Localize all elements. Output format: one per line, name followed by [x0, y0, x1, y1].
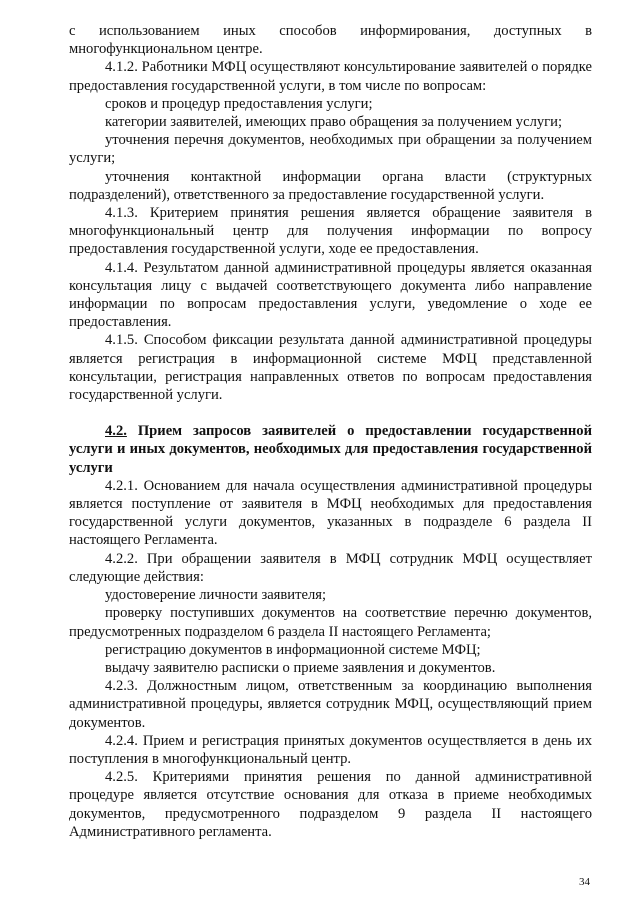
list-item-identity: удостоверение личности заявителя; [105, 587, 327, 604]
paragraph-4-1-4: 4.1.4. Результатом данной административной процедуры является оказанная консультация лицу с выдачей соответствующего документа либо направление информации по вопросам предоставления услуги, уведомление о ходе ее предоставления. [69, 259, 592, 331]
section-title: Прием запросов заявителей о предоставлении государственной услуги и иных документов, необходимых для предоставления государственной услуги [69, 423, 592, 476]
paragraph-4-2-2: 4.2.2. При обращении заявителя в МФЦ сотрудник МФЦ осуществляет следующие действия: [69, 550, 592, 585]
paragraph-4-1-3: 4.1.3. Критерием принятия решения является обращение заявителя в многофункциональный центр для получения информации по вопросу предоставления государственной услуги, ходе ее предоставления. [69, 205, 592, 258]
list-item-registration: регистрацию документов в информационной системе МФЦ; [105, 641, 481, 658]
list-item-receipt: выдачу заявителю расписки о приеме заявления и документов. [105, 659, 496, 676]
document-page [69, 22, 592, 841]
paragraph-4-1-2: 4.1.2. Работники МФЦ осуществляют консультирование заявителей о порядке предоставления государственной услуги, в том числе по вопросам: [69, 59, 592, 94]
paragraph-4-2-3: 4.2.3. Должностным лицом, ответственным за координацию выполнения административной процедуры, является сотрудник МФЦ, осуществляющий прием документов. [69, 678, 592, 731]
paragraph-4-1-5: 4.1.5. Способом фиксации результата данной административной процедуры является регистрация в информационной системе МФЦ представленной консультации, регистрация направленных ответов по вопросам предоставления государственной услуги. [69, 332, 592, 404]
section-heading-4-2 [69, 422, 592, 477]
paragraph-continuation: с использованием иных способов информирования, доступных в многофункциональном центре. [69, 23, 592, 58]
paragraph-4-2-5: 4.2.5. Критериями принятия решения по данной административной процедуре является отсутствие основания для отказа в приеме необходимых документов, предусмотренного подразделом 9 раздела II настоящего Административного регламента. [69, 769, 592, 840]
list-item-deadlines: сроков и процедур предоставления услуги; [105, 95, 373, 112]
paragraph-4-2-4: 4.2.4. Прием и регистрация принятых документов осуществляется в день их поступления в многофункциональный центр. [69, 732, 592, 767]
paragraph-4-2-1: 4.2.1. Основанием для начала осуществления административной процедуры является поступление от заявителя в МФЦ необходимых для предоставления государственной услуги документов, указанных в подразделе 6 раздела II настоящего Регламента. [69, 477, 592, 549]
list-item-check: проверку поступивших документов на соответствие перечню документов, предусмотренных подразделом 6 раздела II настоящего Регламента; [69, 605, 592, 640]
list-item-categories: категории заявителей, имеющих право обращения за получением услуги; [105, 114, 563, 131]
list-item-contacts: уточнения контактной информации органа власти (структурных подразделений), ответственного за предоставление государственной услуги. [69, 168, 592, 203]
page-number: 34 [579, 876, 590, 888]
list-item-documents: уточнения перечня документов, необходимых при обращении за получением услуги; [69, 132, 592, 167]
section-number: 4.2. [105, 423, 127, 440]
